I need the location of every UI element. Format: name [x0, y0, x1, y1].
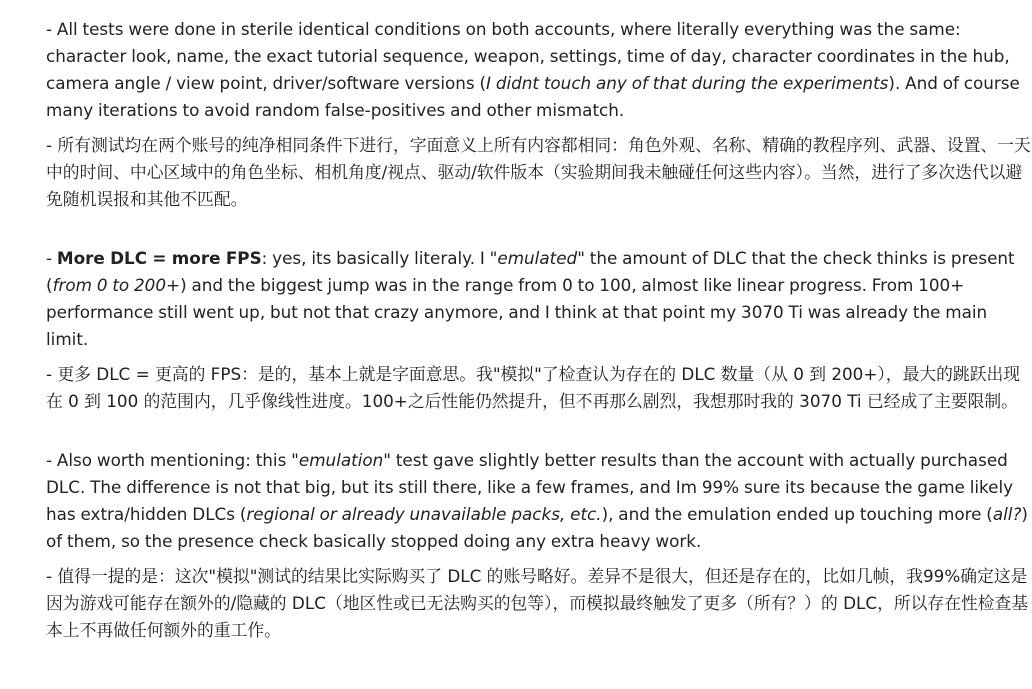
- paragraph-cn-emulation: - 值得一提的是：这次"模拟"测试的结果比实际购买了 DLC 的账号略好。差异不是很大，但还是存在的，比如几帧，我99%确定这是因为游戏可能存在额外的/隐藏的 DLC（地区性或已无法购买的包等），而模拟最终触发了更多（所有？）的 DLC，所以存在性检查基本上不再做任何额外的重工作。: [46, 566, 1029, 640]
- text-run: - Also worth mentioning: this ": [46, 450, 299, 470]
- text-run: -: [46, 248, 57, 268]
- text-run: ) of them, so the presence check basically stopped doing any extra heavy work.: [46, 504, 1028, 551]
- text-run: : yes, its basically literaly. I ": [261, 248, 498, 268]
- bold-text: More DLC = more FPS: [56, 248, 262, 268]
- italic-text: regional or already unavailable packs, etc.: [246, 504, 602, 524]
- paragraph-en-test-conditions: [46, 16, 1032, 124]
- italic-text: from 0 to 200+: [52, 275, 181, 295]
- text-run: - All tests were done in sterile identical conditions on both accounts, where literally everything was the same: character look, name, the exact tutorial sequence, weapon, settings, time of day, character coordinates in the hub, camera angle / view point, driver/software versions (: [46, 19, 1010, 93]
- block-1: [46, 16, 1032, 213]
- text-run: " the amount of DLC that the check thinks is present (: [46, 248, 1015, 295]
- italic-text: emulated: [497, 248, 578, 268]
- paragraph-cn-more-dlc: - 更多 DLC = 更高的 FPS：是的，基本上就是字面意思。我"模拟"了检查认为存在的 DLC 数量（从 0 到 200+），最大的跳跃出现在 0 到 100 的范围内，几乎像线性进度。100+之后性能仍然提升，但不再那么剧烈，我想那时我的 3070 Ti 已经成了主要限制。: [46, 364, 1021, 411]
- italic-text: I didnt touch any of that during the experiments: [486, 73, 889, 93]
- paragraph-en-more-dlc: [46, 245, 1032, 353]
- text-run: ), and the emulation ended up touching more (: [601, 504, 993, 524]
- paragraph-cn-test-conditions: - 所有测试均在两个账号的纯净相同条件下进行，字面意义上所有内容都相同：角色外观、名称、精确的教程序列、武器、设置、一天中的时间、中心区域中的角色坐标、相机角度/视点、驱动/软件版本（实验期间我未触碰任何这些内容）。当然，进行了多次迭代以避免随机误报和其他不匹配。: [46, 135, 1031, 209]
- italic-text: emulation: [298, 450, 384, 470]
- italic-text: all?: [992, 504, 1022, 524]
- post-content: [46, 16, 1032, 644]
- text-run: " test gave slightly better results than the account with actually purchased DLC. The difference is not that big, but its still there, like a few frames, and Im 99% sure its because the game likely has extra/hidden DLCs (: [46, 450, 1014, 524]
- text-run: ) and the biggest jump was in the range from 0 to 100, almost like linear progress. From 100+ performance still went up, but not that crazy anymore, and I think at that point my 3070 Ti was already the main limit.: [46, 275, 988, 349]
- text-run: ). And of course many iterations to avoid random false-positives and other mismatch.: [46, 73, 1020, 120]
- paragraph-en-emulation: [46, 447, 1032, 555]
- block-2: [46, 245, 1032, 415]
- block-3: [46, 447, 1032, 644]
